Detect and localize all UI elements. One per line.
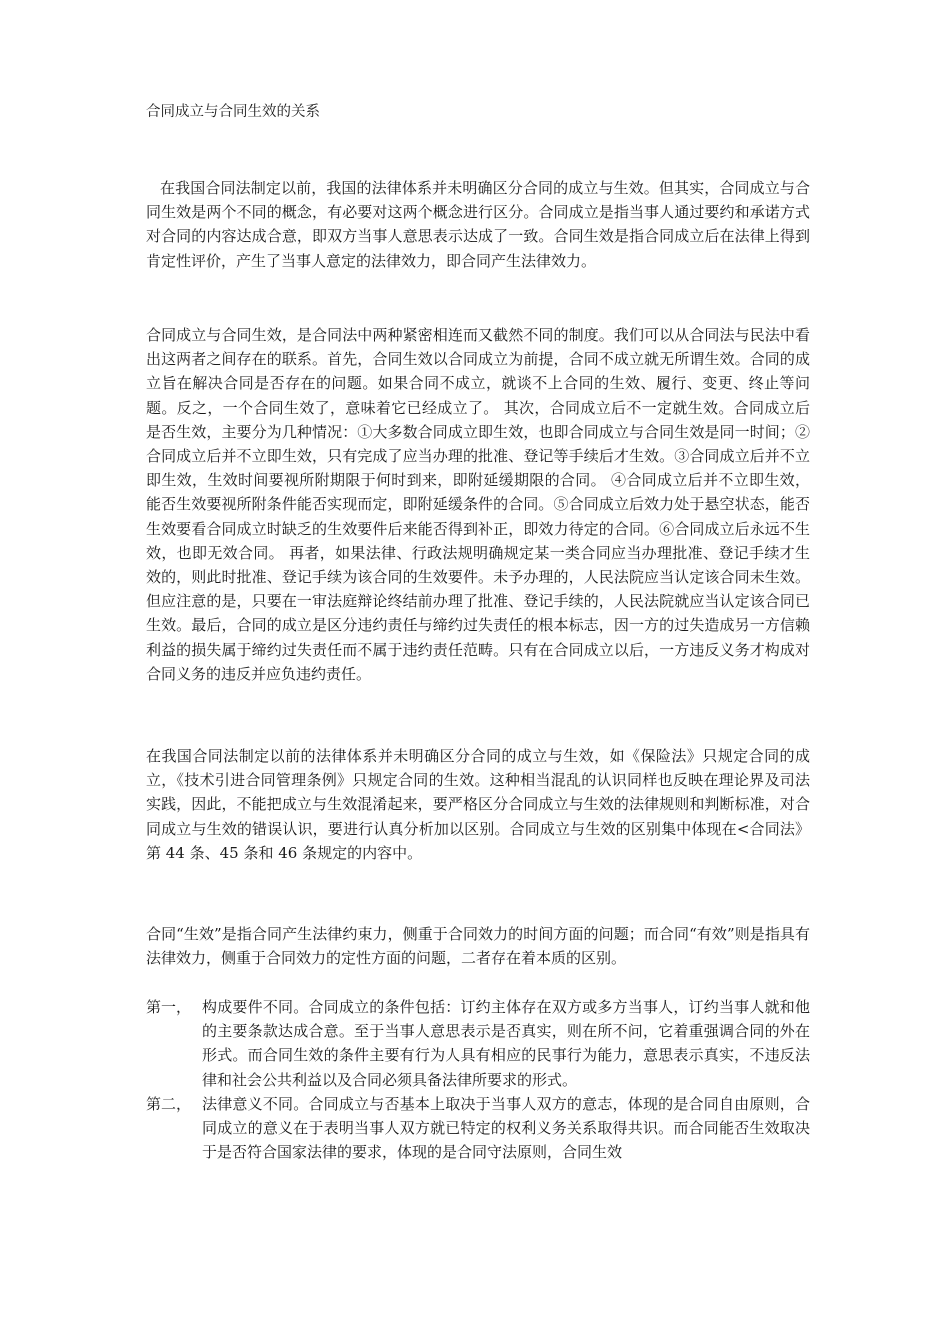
list-item-text: 构成要件不同。合同成立的条件包括：订约主体存在双方或多方当事人，订约当事人就和他的主要条款达成合意。至于当事人意思表示是否真实，则在所不问，它着重强调合同的外在形式。而合同生效的条件主要有行为人具有相应的民事行为能力，意思表示真实，不违反法律和社会公共利益以及合同必须具备法律所要求的形式。 — [202, 998, 810, 1089]
paragraph-1: 在我国合同法制定以前，我国的法律体系并未明确区分合同的成立与生效。但其实，合同成立与合同生效是两个不同的概念，有必要对这两个概念进行区分。合同成立是指当事人通过要约和承诺方式对合同的内容达成合意，即双方当事人意思表示达成了一致。合同生效是指合同成立后在法律上得到肯定性评价，产生了当事人意定的法律效力，即合同产生法律效力。 — [146, 179, 810, 270]
list-item-number: 第一， — [146, 998, 192, 1016]
list-item-text: 法律意义不同。合同成立与否基本上取决于当事人双方的意志，体现的是合同自由原则，合同成立的意义在于表明当事人双方就已特定的权利义务关系取得共识。而合同能否生效取决于是否符合国家法律的要求，体现的是合同守法原则，合同生效 — [202, 1095, 810, 1162]
list-item — [146, 1092, 810, 1165]
paragraph-2: 合同成立与合同生效，是合同法中两种紧密相连而又截然不同的制度。我们可以从合同法与民法中看出这两者之间存在的联系。首先，合同生效以合同成立为前提，合同不成立就无所谓生效。合同的成立旨在解决合同是否存在的问题。如果合同不成立，就谈不上合同的生效、履行、变更、终止等问题。反之，一个合同生效了，意味着它已经成立了。 其次，合同成立后不一定就生效。合同成立后是否生效，主要分为几种情况：①大多数合同成立即生效，也即合同成立与合同生效是同一时间；②合同成立后并不立即生效，只有完成了应当办理的批准、登记等手续后才生效。③合同成立后并不立即生效，生效时间要视所附期限于何时到来，即附延缓期限的合同。 ④合同成立后并不立即生效，能否生效要视所附条件能否实现而定，即附延缓条件的合同。⑤合同成立后效力处于悬空状态，能否生效要看合同成立时缺乏的生效要件后来能否得到补正，即效力待定的合同。⑥合同成立后永远不生效，也即无效合同。 再者，如果法律、行政法规明确规定某一类合同应当办理批准、登记手续才生效的，则此时批准、登记手续为该合同的生效要件。未予办理的，人民法院应当认定该合同未生效。但应注意的是，只要在一审法庭辩论终结前办理了批准、登记手续的，人民法院就应当认定该合同已生效。最后，合同的成立是区分违约责任与缔约过失责任的根本标志，因一方的过失造成另一方信赖利益的损失属于缔约过失责任而不属于违约责任范畴。只有在合同成立以后，一方违反义务才构成对合同义务的违反并应负违约责任。 — [146, 326, 810, 683]
list-item-number: 第二， — [146, 1095, 192, 1113]
paragraph-4: 合同“生效”是指合同产生法律约束力，侧重于合同效力的时间方面的问题；而合同“有效”则是指具有法律效力，侧重于合同效力的定性方面的问题，二者存在着本质的区别。 — [146, 925, 810, 968]
document-title: 合同成立与合同生效的关系 — [146, 104, 320, 120]
list-item — [146, 995, 810, 1092]
paragraph-3: 在我国合同法制定以前的法律体系并未明确区分合同的成立与生效，如《保险法》只规定合同的成立，《技术引进合同管理条例》只规定合同的生效。这种相当混乱的认识同样也反映在理论界及司法实践，因此，不能把成立与生效混淆起来，要严格区分合同成立与生效的法律规则和判断标准，对合同成立与生效的错误认识，要进行认真分析加以区别。合同成立与生效的区别集中体现在<合同法》第 44 条、45 条和 46 条规定的内容中。 — [146, 747, 810, 862]
